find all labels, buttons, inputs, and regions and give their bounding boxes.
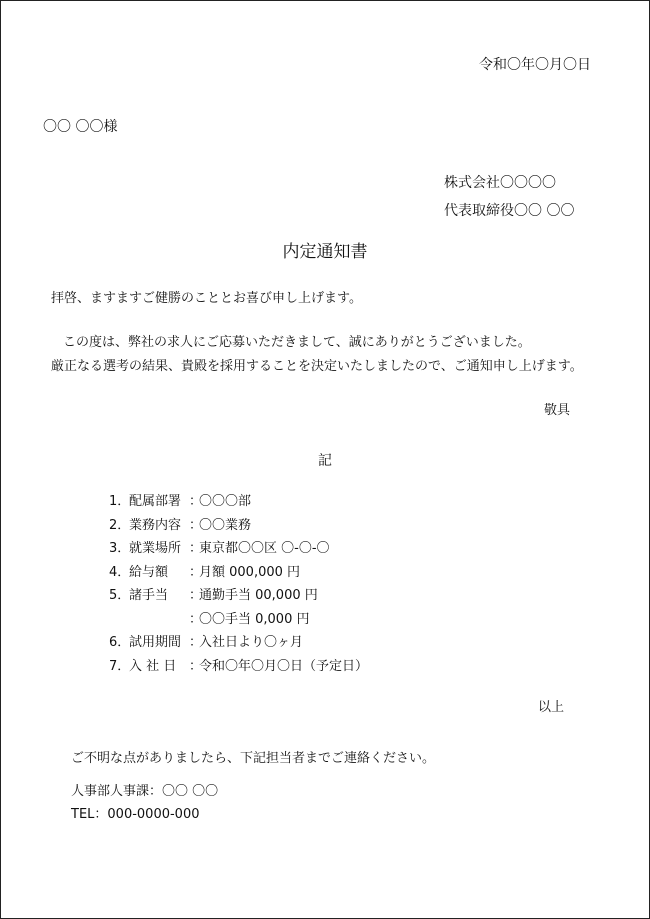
item-colon: ： bbox=[189, 564, 203, 580]
item-value: 入社日より〇ヶ月 bbox=[199, 635, 304, 650]
item-label: 就業場所 bbox=[129, 541, 182, 556]
item-value: 東京都〇〇区 〇-〇-〇 bbox=[199, 541, 330, 556]
item-number: 7． bbox=[109, 658, 131, 674]
item-label bbox=[129, 608, 189, 632]
list-item bbox=[109, 514, 368, 538]
body-paragraph-1: この度は、弊社の求人にご応募いただきまして、誠にありがとうございました。 bbox=[63, 335, 531, 350]
item-label: 配属部署 bbox=[129, 494, 182, 509]
list-item bbox=[109, 608, 368, 632]
item-label: 給与額 bbox=[129, 564, 169, 580]
item-colon: ： bbox=[189, 517, 203, 533]
greeting-text: 拝啓、ますますご健勝のこととお喜び申し上げます。 bbox=[51, 291, 362, 306]
list-item bbox=[109, 490, 368, 514]
recipient-name: 〇〇 〇〇様 bbox=[43, 119, 118, 135]
item-number: 3． bbox=[109, 541, 131, 556]
item-colon: ： bbox=[189, 541, 203, 556]
list-item bbox=[109, 631, 368, 655]
list-item bbox=[109, 537, 368, 561]
item-value: 〇〇手当 0,000 円 bbox=[199, 611, 310, 627]
item-colon: ： bbox=[189, 635, 203, 650]
item-colon: ： bbox=[189, 658, 203, 674]
list-item bbox=[109, 655, 368, 679]
item-label: 試用期間 bbox=[129, 635, 182, 650]
item-value: 〇〇〇部 bbox=[199, 494, 252, 509]
item-number: 6． bbox=[109, 635, 131, 650]
details-list bbox=[109, 490, 368, 678]
item-number: 4． bbox=[109, 564, 131, 580]
list-item bbox=[109, 561, 368, 585]
ki-heading: 記 bbox=[318, 453, 332, 469]
item-number: 2． bbox=[109, 517, 131, 533]
item-colon: ： bbox=[189, 588, 203, 603]
item-value: 通勤手当 00,000 円 bbox=[199, 588, 318, 603]
list-item bbox=[109, 584, 368, 608]
item-value: 月額 000,000 円 bbox=[199, 564, 301, 580]
item-colon: ： bbox=[189, 494, 203, 509]
sender-block bbox=[444, 169, 574, 225]
item-label: 諸手当 bbox=[129, 588, 169, 603]
sender-representative: 代表取締役〇〇 〇〇 bbox=[444, 203, 575, 219]
item-label: 入 社 日 bbox=[129, 658, 177, 674]
item-value: 〇〇業務 bbox=[199, 517, 252, 533]
item-label: 業務内容 bbox=[129, 517, 182, 533]
sender-company: 株式会社〇〇〇〇 bbox=[444, 175, 556, 191]
item-colon: ： bbox=[189, 611, 203, 627]
end-mark: 以上 bbox=[538, 700, 565, 715]
document-date: 令和〇年〇月〇日 bbox=[479, 57, 591, 73]
item-number: 5． bbox=[109, 588, 131, 603]
contact-phone: TEL：000-0000-000 bbox=[71, 807, 200, 822]
item-value: 令和〇年〇月〇日（予定日） bbox=[199, 658, 369, 674]
item-number: 1． bbox=[109, 494, 131, 509]
document-title: 内定通知書 bbox=[282, 242, 368, 262]
contact-note: ご不明な点がありましたら、下記担当者までご連絡ください。 bbox=[71, 751, 436, 766]
item-number bbox=[109, 608, 129, 632]
closing-text: 敬具 bbox=[544, 403, 571, 418]
contact-department: 人事部人事課：〇〇 〇〇 bbox=[71, 784, 219, 799]
body-paragraph-2: 厳正なる選考の結果、貴殿を採用することを決定いたしましたので、ご通知申し上げます。 bbox=[51, 359, 583, 374]
